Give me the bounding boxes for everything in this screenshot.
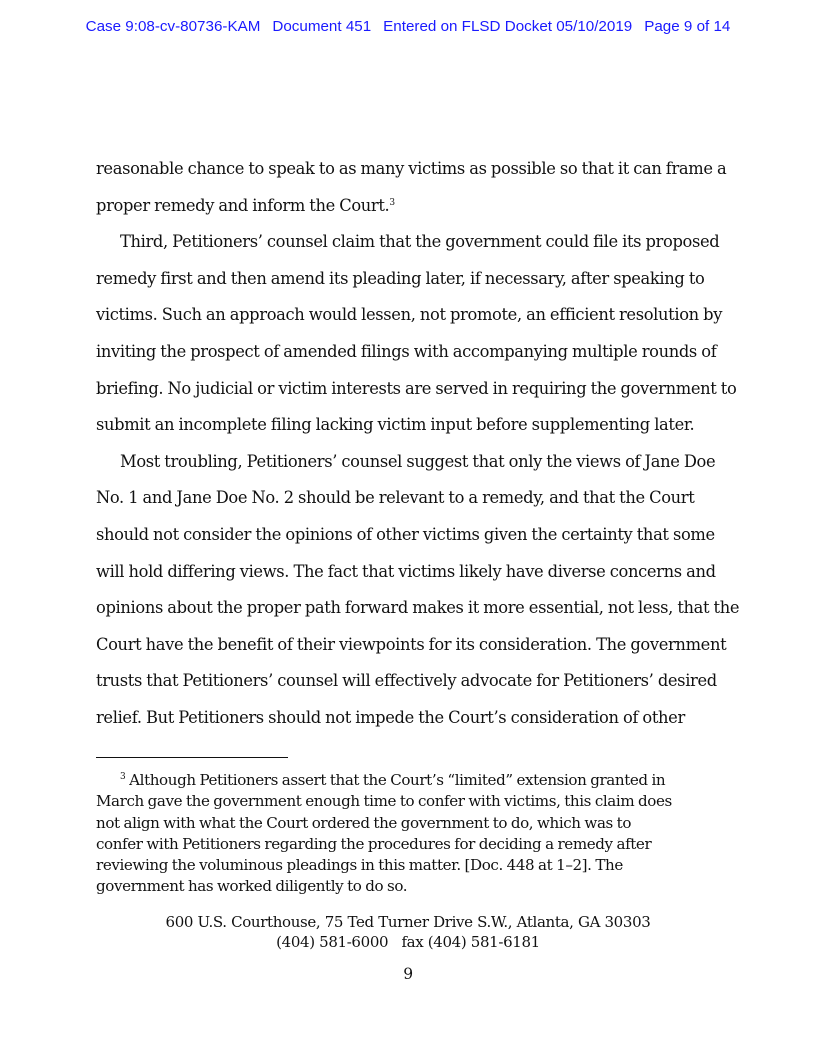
text-line: inviting the prospect of amended filings with accompanying multiple rounds of xyxy=(96,341,717,361)
text-line: Third, Petitioners’ counsel claim that the government could file its proposed xyxy=(120,232,720,252)
paragraph-1 xyxy=(96,151,736,224)
text-line: should not consider the opinions of other victims given the certainty that some xyxy=(96,524,715,544)
footer-contact xyxy=(0,932,816,952)
footnote-line: March gave the government enough time to confer with victims, this claim does xyxy=(96,792,672,811)
paragraph-3 xyxy=(96,444,740,737)
text-line: reasonable chance to speak to as many victims as possible so that it can frame a xyxy=(96,159,727,178)
text-line-content: proper remedy and inform the Court. xyxy=(96,195,390,215)
text-line: submit an incomplete filing lacking victim input before supplementing later. xyxy=(96,415,695,435)
text-line: relief. But Petitioners should not impede the Court’s consideration of other xyxy=(96,707,685,727)
text-line: will hold differing views. The fact that victims likely have diverse concerns and xyxy=(96,561,716,581)
page-count: Page 9 of 14 xyxy=(644,18,731,35)
text-line xyxy=(96,188,736,225)
footnote-line: confer with Petitioners regarding the procedures for deciding a remedy after xyxy=(96,834,652,853)
text-line: remedy first and then amend its pleading later, if necessary, after speaking to xyxy=(96,268,705,288)
document-number: Document 451 xyxy=(272,18,372,35)
text-line: No. 1 and Jane Doe No. 2 should be relevant to a remedy, and that the Court xyxy=(96,488,695,508)
text-line: opinions about the proper path forward makes it more essential, not less, that the xyxy=(96,598,740,618)
footnote-line: government has worked diligently to do so. xyxy=(96,877,408,896)
docket-header xyxy=(0,18,816,35)
footnote-number: 3 xyxy=(120,772,126,782)
text-line: victims. Such an approach would lessen, not promote, an efficient resolution by xyxy=(96,305,723,325)
phone-number: (404) 581-6000 xyxy=(276,933,389,951)
text-line: Most troubling, Petitioners’ counsel suggest that only the views of Jane Doe xyxy=(120,451,716,471)
paragraph-2 xyxy=(96,224,736,444)
fax-number: fax (404) 581-6181 xyxy=(401,933,540,951)
case-number: Case 9:08-cv-80736-KAM xyxy=(85,18,261,35)
footnote-line: reviewing the voluminous pleadings in this matter. [Doc. 448 at 1–2]. The xyxy=(96,856,623,875)
footnote-line-content: Although Petitioners assert that the Court’s “limited” extension granted in xyxy=(129,771,666,789)
footnote-divider xyxy=(96,757,288,758)
footnote-3 xyxy=(96,770,736,898)
text-line: briefing. No judicial or victim interests are served in requiring the government to xyxy=(96,378,737,398)
footnote-line: not align with what the Court ordered the government to do, which was to xyxy=(96,813,632,832)
text-line: Court have the benefit of their viewpoints for its consideration. The government xyxy=(96,634,727,654)
page-number: 9 xyxy=(403,965,413,983)
text-line: trusts that Petitioners’ counsel will effectively advocate for Petitioners’ desired xyxy=(96,671,717,691)
body-text xyxy=(96,151,740,737)
footnote-ref[interactable]: 3 xyxy=(389,197,395,208)
footer-address: 600 U.S. Courthouse, 75 Ted Turner Drive S.W., Atlanta, GA 30303 xyxy=(165,913,651,931)
entered-date: Entered on FLSD Docket 05/10/2019 xyxy=(383,18,633,35)
footnote-line xyxy=(96,770,736,791)
